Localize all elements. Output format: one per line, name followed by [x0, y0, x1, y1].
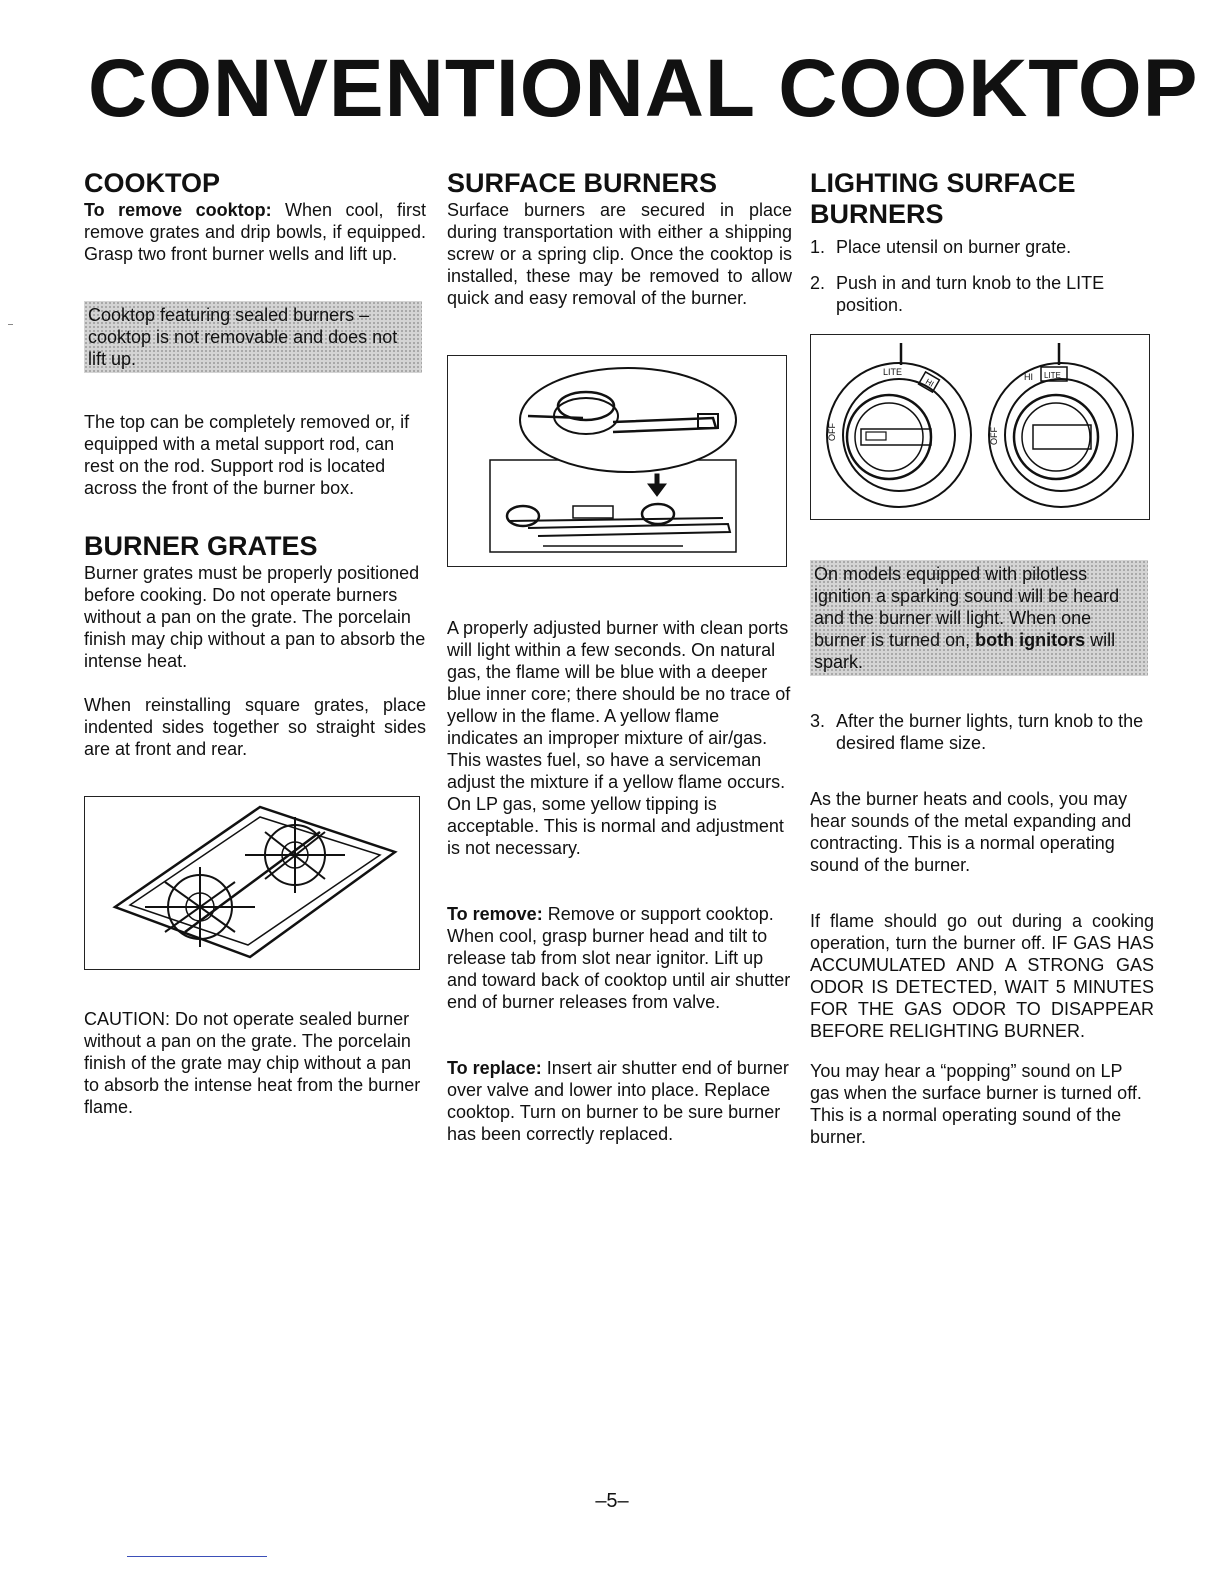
lighting-burners-heading: LIGHTING SURFACE BURNERS — [810, 168, 1076, 229]
grates-drawing — [85, 797, 419, 969]
column-cooktop — [84, 166, 426, 1118]
right-knob — [989, 363, 1133, 507]
step-2-number: 2. — [810, 273, 826, 293]
cooktop-heading: COOKTOP — [84, 168, 221, 198]
burner-callout — [520, 368, 736, 472]
step-3-text: After the burner lights, turn knob to the desired flame size. — [836, 711, 1144, 753]
page-title: CONVENTIONAL COOKTOP — [88, 43, 1199, 134]
knob-illustration — [810, 334, 1150, 520]
cooktop-remove-paragraph — [84, 199, 426, 265]
left-knob-off-label: OFF — [827, 423, 837, 441]
surface-burners-heading: SURFACE BURNERS — [447, 168, 718, 198]
ignitor-note-bold: both ignitors — [975, 630, 1086, 650]
caution-paragraph: CAUTION: Do not operate sealed burner without a pan on the grate. The porcelain finish of the grate may chip without a pan to absorb the intense heat from the burner flame. — [84, 1009, 421, 1117]
left-knob-lite-label: LITE — [883, 367, 903, 377]
right-knob-off-label: OFF — [989, 427, 999, 445]
left-knob-hi-label: HI — [923, 377, 936, 389]
sealed-burner-note: Cooktop featuring sealed burners – cooktop is not removable and does not lift up. — [84, 301, 422, 373]
step-3 — [810, 710, 1154, 754]
ignitor-note-text: On models equipped with pilotless ignition a sparking sound will be heard and the burner will light. When one burner is turned on, — [814, 564, 1120, 650]
replace-burner-text: Insert air shutter end of burner over valve and lower into place. Replace cooktop. Turn on burner to be sure burner has been correctly replaced. — [447, 1058, 789, 1144]
reinstall-grates-paragraph: When reinstalling square grates, place indented sides together so straight sides are at front and rear. — [84, 695, 426, 759]
metal-sounds-paragraph: As the burner heats and cools, you may hear sounds of the metal expanding and contracting. This is a normal operating sound of the burner. — [810, 789, 1132, 875]
burner-grates-paragraph: Burner grates must be properly positioned before cooking. Do not operate burners without a pan on the grate. The porcelain finish may chip without a pan to absorb the intense heat. — [84, 563, 426, 671]
remove-burner-lead: To remove: — [447, 904, 543, 924]
remove-burner-paragraph — [447, 903, 792, 1013]
cooktop-remove-lead: To remove cooktop: — [84, 200, 272, 220]
flame-adjustment-paragraph: A properly adjusted burner with clean ports will light within a few seconds. On natural gas, the flame will be blue with a deeper blue inner core; there should be no trace of yellow in the flame. A yellow flame indicates an improper mixture of air/gas. This wastes fuel, so have a serviceman adjust the mixture if a yellow flame occurs. On LP gas, some yellow tipping is acceptable. This is normal and adjustment is not necessary. — [447, 618, 791, 858]
burner-grates-heading: BURNER GRATES — [84, 531, 318, 561]
step-1 — [810, 236, 1154, 258]
top-removed-paragraph: The top can be completely removed or, if equipped with a metal support rod, can rest on the rod. Support rod is located across the front of the burner box. — [84, 412, 410, 498]
cooktop-remove-text: When cool, first remove grates and drip bowls, if equipped. Grasp two front burner wells and lift up. — [84, 200, 426, 264]
footer-rule — [127, 1556, 267, 1557]
grate-outline — [115, 807, 395, 957]
burner-removal-illustration — [447, 355, 787, 567]
replace-burner-lead: To replace: — [447, 1058, 542, 1078]
ignitor-note-end: will spark. — [814, 630, 1116, 672]
step-3-number: 3. — [810, 711, 826, 731]
step-1-number: 1. — [810, 237, 826, 257]
grates-illustration — [84, 796, 420, 970]
step-1-text: Place utensil on burner grate. — [836, 237, 1072, 257]
right-knob-hi-label: HI — [1024, 372, 1033, 382]
burner-removal-drawing — [448, 356, 786, 566]
right-knob-lite-label: LITE — [1044, 371, 1061, 380]
page-number: –5– — [595, 1490, 629, 1512]
replace-burner-paragraph — [447, 1057, 792, 1145]
popping-sound-paragraph: You may hear a “popping” sound on LP gas when the surface burner is turned off. This is a normal operating sound of the burner. — [810, 1061, 1142, 1147]
surface-burners-intro: Surface burners are secured in place during transportation with either a shipping screw or a spring clip. Once the cooktop is installed, these may be removed to allow quick and easy removal of the burner. — [447, 200, 792, 308]
margin-tick — [8, 324, 13, 325]
pilotless-ignition-note — [810, 560, 1148, 676]
knob-drawing — [811, 335, 1149, 519]
remove-burner-text: Remove or support cooktop. When cool, grasp burner head and tilt to release tab from slot near ignitor. Lift up and toward back of cooktop until air shutter end of burner releases from valve. — [447, 904, 791, 1012]
flame-out-warning: If flame should go out during a cooking operation, turn the burner off. IF GAS HAS ACCUMULATED AND A STRONG GAS ODOR IS DETECTED, WAIT 5 MINUTES FOR THE GAS ODOR TO DISAPPEAR BEFORE RELIGHTING BURNER. — [810, 911, 1154, 1041]
left-knob — [827, 363, 971, 507]
column-surface-burners — [447, 166, 792, 1145]
step-2 — [810, 272, 1154, 316]
column-lighting-burners — [810, 166, 1154, 1148]
step-2-text: Push in and turn knob to the LITE position. — [836, 273, 1105, 315]
